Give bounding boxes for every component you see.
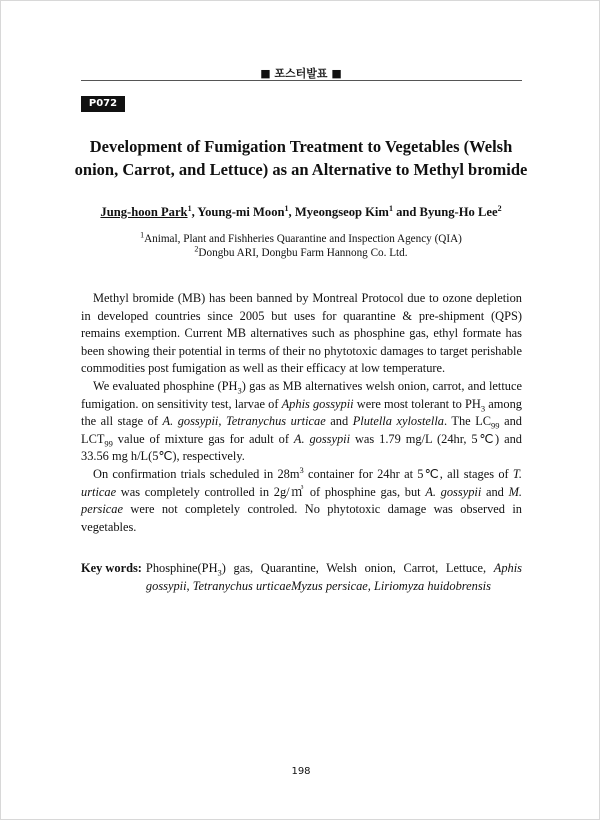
species-name: M. persicae [81,484,522,517]
text-run: were not completely controled. No phytotoxic damage was observed in vegetables. [81,502,522,534]
text-run: ) gas, Quarantine, Welsh onion, Carrot, Lettuce, [221,561,494,575]
text-run: We evaluated phosphine (PH [93,378,238,393]
abstract-body [81,290,522,536]
text-run: was completely controlled in 2g/㎥ of phosphine gas, but [116,484,426,499]
affiliation-list [61,232,541,260]
poster-code-badge: P072 [81,96,125,112]
section-header: ■ 포스터발표 ■ [260,67,342,80]
text-run: On confirmation trials scheduled in 28m [93,466,300,481]
author-list [61,205,541,220]
affiliation-mark: 2 [194,244,199,254]
paper-title: Development of Fumigation Treatment to Vegetables (Welsh onion, Carrot, and Lettuce) as an Alternative to Methyl bromide [74,137,528,179]
species-name: A. gossypii [425,484,482,499]
subscript: 3 [217,567,222,578]
author-separator: and [392,205,420,219]
abstract-paragraph [81,466,522,536]
author-name: Jung-hoon Park [100,205,188,219]
text-run: and [325,414,353,429]
author-separator: , [191,205,198,219]
superscript: 3 [299,464,304,475]
author-name: Myeongseop Kim [294,205,389,219]
text-run: and LCT [81,414,522,446]
text-run: ) gas as MB alternatives welsh onion, carrot, and lettuce fumigation. on sensitivity test, larvae of [81,378,522,411]
author-name: Byung-Ho Lee [419,205,498,219]
text-run: among the all stage of [81,396,523,429]
abstract-paragraph [81,378,522,466]
text-run: was 1.79 mg/L (24hr, 5℃) and 33.56 mg h/L(5℃), respectively. [81,431,522,464]
text-run: . The LC [443,414,492,429]
species-name: Aphis gossypii [145,561,522,593]
text-run: value of mixture gas for adult of [112,431,294,446]
page-number: 198 [291,766,311,777]
keywords-block [81,559,522,595]
species-name: Plutella xylostella [352,414,444,429]
author-name: Young-mi Moon [197,205,285,219]
subscript: 99 [491,420,500,431]
author-affiliation-mark: 1 [187,203,192,213]
affiliation-line [61,246,541,260]
text-run: Phosphine(PH [145,561,218,575]
affiliation-text: Animal, Plant and Fishheries Quarantine and Inspection Agency (QIA) [144,233,462,245]
species-name: Tetranychus urticaeMyzus persicae, Liriomyza huidobrensis [192,579,491,593]
keywords-text [146,559,522,595]
subscript: 99 [104,438,113,449]
species-name: Aphis gossypii [281,396,354,411]
affiliation-mark: 1 [140,230,145,240]
author-affiliation-mark: 1 [388,203,393,213]
text-run: and [481,484,509,499]
keywords-label: Key words: [81,561,142,575]
affiliation-text: Dongbu ARI, Dongbu Farm Hannong Co. Ltd. [198,247,408,259]
affiliation-line [61,232,541,246]
author-affiliation-mark: 2 [497,203,502,213]
text-run: were most tolerant to PH [353,396,481,411]
species-name: A. gossypii, Tetranychus urticae [162,414,326,429]
author-affiliation-mark: 1 [284,203,289,213]
subscript: 3 [237,385,242,396]
subscript: 3 [480,403,486,414]
text-run: , [186,579,193,593]
text-run: container for 24hr at 5℃, all stages of [303,466,513,481]
author-separator: , [288,205,295,219]
species-name: A. gossypii [293,431,351,446]
header-divider [81,80,522,81]
abstract-paragraph: Methyl bromide (MB) has been banned by Montreal Protocol due to ozone depletion in developed countries since 2005 but uses for quarantine & pre-shipment (QPS) remains exemption. Current MB alternatives such as phosphine gas, ethyl formate has been showing their potential in terms of their no phytotoxic damages to target perishable commodities post fumigation as well as their efficacy at low temperature. [81,291,522,376]
species-name: T. urticae [81,466,522,499]
